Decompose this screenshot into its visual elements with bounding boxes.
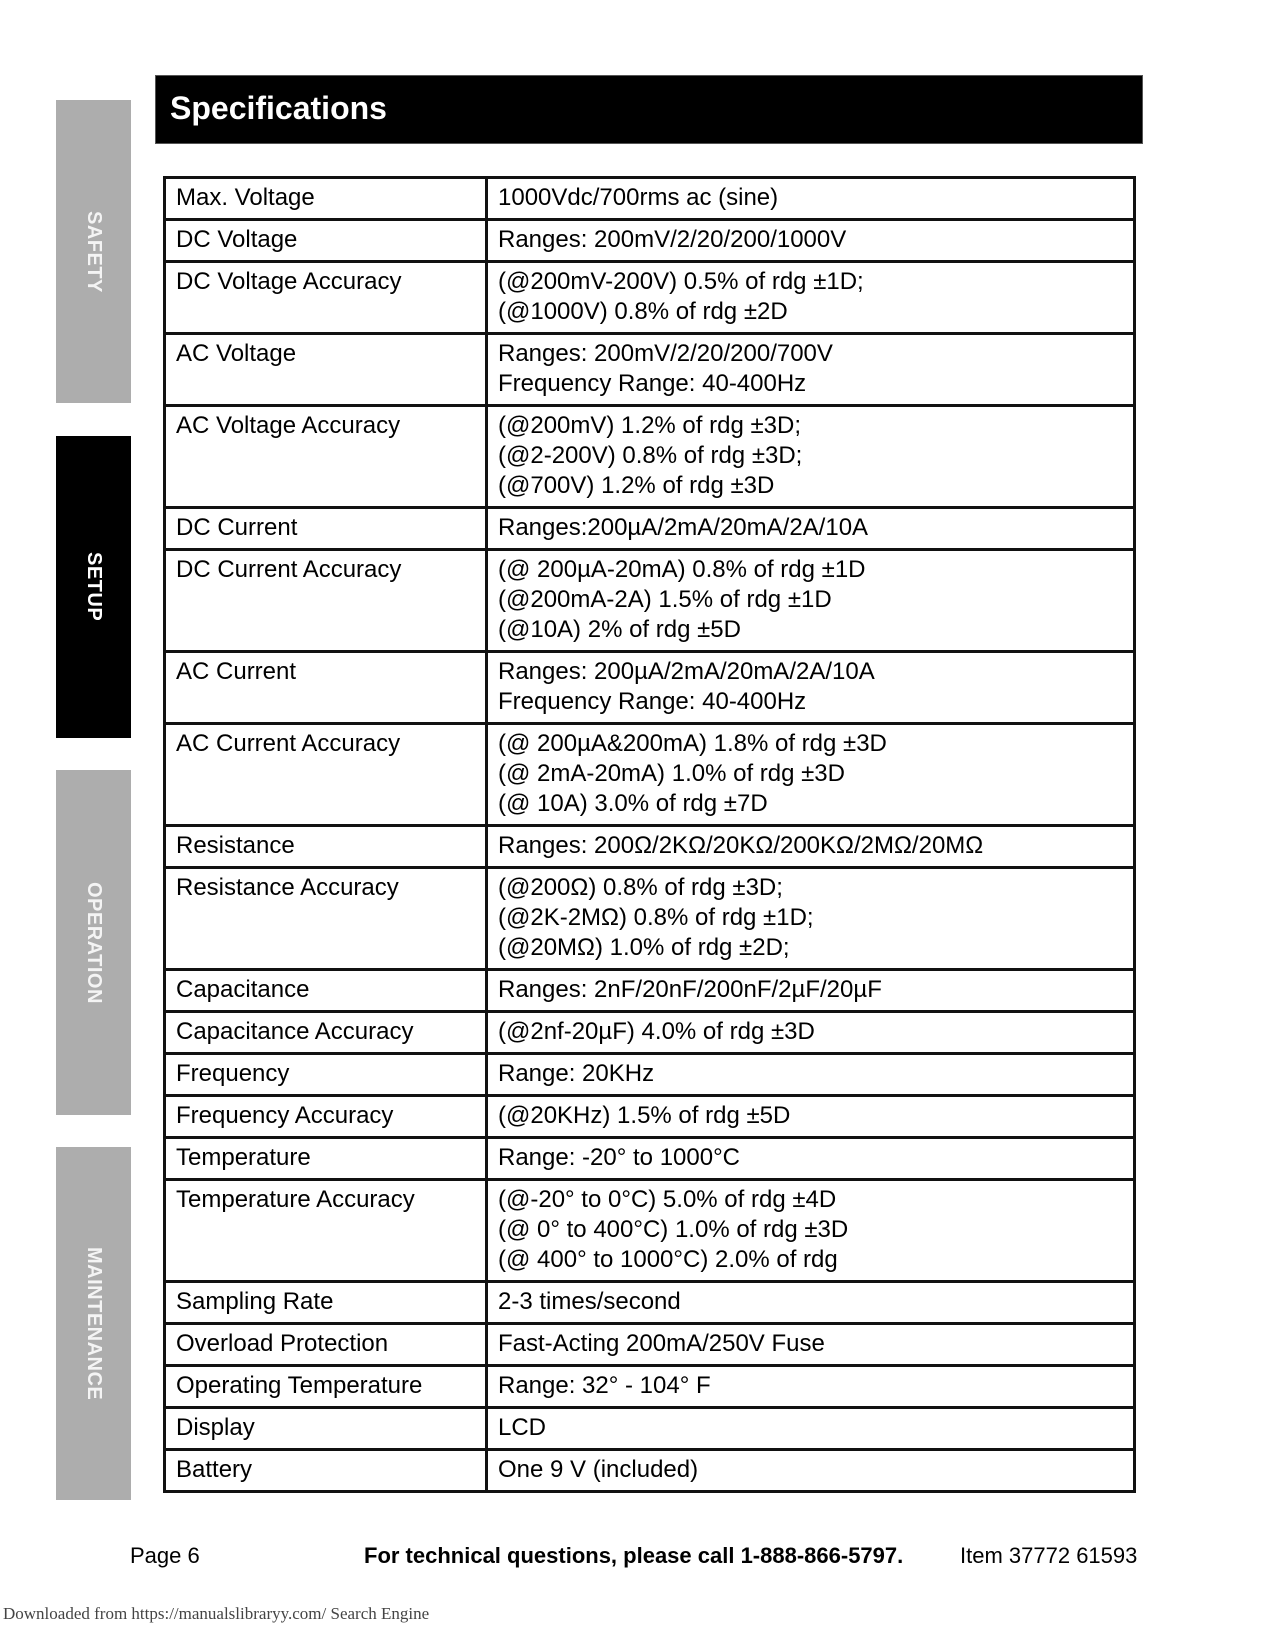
spec-value [487,1282,1135,1324]
spec-value-line: (@ 10A) 3.0% of rdg ±7D [498,790,768,817]
spec-value [487,1408,1135,1450]
spec-row [165,178,1135,220]
spec-label: DC Current Accuracy [165,550,487,652]
page-title: Specifications [170,90,387,126]
spec-label: Temperature Accuracy [165,1180,487,1282]
spec-row [165,826,1135,868]
spec-value-line: Ranges: 2nF/20nF/200nF/2µF/20µF [498,976,882,1003]
spec-value-line: (@2-200V) 0.8% of rdg ±3D; [498,442,803,469]
spec-value-line: (@10A) 2% of rdg ±5D [498,616,741,643]
spec-label: DC Voltage Accuracy [165,262,487,334]
spec-row [165,1408,1135,1450]
spec-value [487,550,1135,652]
spec-value-line: 2-3 times/second [498,1288,681,1315]
spec-value [487,868,1135,970]
side-tab-label: SAFETY [83,210,105,293]
spec-value-line: Range: 20KHz [498,1060,655,1087]
spec-value [487,1366,1135,1408]
spec-value [487,1180,1135,1282]
spec-value-line: Ranges: 200mV/2/20/200/1000V [498,226,847,253]
spec-label: AC Current [165,652,487,724]
spec-label: Capacitance Accuracy [165,1012,487,1054]
spec-row [165,652,1135,724]
spec-value-line: (@-20° to 0°C) 5.0% of rdg ±4D [498,1186,837,1213]
spec-value [487,970,1135,1012]
spec-value-line: (@200mA-2A) 1.5% of rdg ±1D [498,586,832,613]
spec-label: Capacitance [165,970,487,1012]
spec-label: AC Voltage Accuracy [165,406,487,508]
spec-row [165,406,1135,508]
spec-label: Max. Voltage [165,178,487,220]
side-tab-safety[interactable] [56,100,131,403]
spec-value [487,334,1135,406]
spec-row [165,1180,1135,1282]
spec-value-line: (@200mV) 1.2% of rdg ±3D; [498,412,801,439]
spec-value-line: (@ 0° to 400°C) 1.0% of rdg ±3D [498,1216,849,1243]
spec-row [165,1054,1135,1096]
spec-row [165,1282,1135,1324]
spec-value-line: Range: 32° - 104° F [498,1372,711,1399]
spec-label: Operating Temperature [165,1366,487,1408]
spec-value-line: Frequency Range: 40-400Hz [498,370,807,397]
spec-value [487,1012,1135,1054]
side-tab-label: SETUP [83,552,105,622]
spec-value [487,1138,1135,1180]
spec-row [165,1096,1135,1138]
spec-value [487,262,1135,334]
side-tab-maintenance[interactable] [56,1147,131,1500]
spec-row [165,220,1135,262]
spec-row [165,550,1135,652]
spec-value [487,508,1135,550]
spec-value-line: Frequency Range: 40-400Hz [498,688,807,715]
spec-value-line: 1000Vdc/700rms ac (sine) [498,184,779,211]
spec-label: Battery [165,1450,487,1492]
spec-value-line: (@ 200µA&200mA) 1.8% of rdg ±3D [498,730,887,757]
spec-value-line: Ranges: 200Ω/2KΩ/20KΩ/200KΩ/2MΩ/20MΩ [498,832,984,859]
spec-value-line: (@ 200µA-20mA) 0.8% of rdg ±1D [498,556,866,583]
spec-value [487,652,1135,724]
spec-label: Display [165,1408,487,1450]
spec-value-line: (@200mV-200V) 0.5% of rdg ±1D; [498,268,864,295]
spec-label: DC Current [165,508,487,550]
side-tab-label: OPERATION [83,881,105,1004]
spec-label: Sampling Rate [165,1282,487,1324]
spec-value-line: LCD [498,1414,547,1441]
spec-label: Overload Protection [165,1324,487,1366]
spec-value-line: (@700V) 1.2% of rdg ±3D [498,472,775,499]
spec-label: Frequency Accuracy [165,1096,487,1138]
spec-value-line: (@2nf-20µF) 4.0% of rdg ±3D [498,1018,815,1045]
spec-value [487,1324,1135,1366]
section-header-bar [155,75,1143,144]
spec-value [487,406,1135,508]
spec-value [487,1054,1135,1096]
spec-row [165,724,1135,826]
spec-value-line: Ranges: 200mV/2/20/200/700V [498,340,833,367]
spec-row [165,970,1135,1012]
spec-value-line: Ranges:200µA/2mA/20mA/2A/10A [498,514,869,541]
spec-label: Frequency [165,1054,487,1096]
spec-value-line: (@20KHz) 1.5% of rdg ±5D [498,1102,791,1129]
side-tab-setup[interactable] [56,436,131,738]
spec-row [165,1366,1135,1408]
spec-label: Resistance Accuracy [165,868,487,970]
spec-value [487,220,1135,262]
spec-value-line: (@2K-2MΩ) 0.8% of rdg ±1D; [498,904,814,931]
spec-value-line: (@ 2mA-20mA) 1.0% of rdg ±3D [498,760,845,787]
spec-value-line: (@1000V) 0.8% of rdg ±2D [498,298,788,325]
spec-row [165,508,1135,550]
spec-row [165,1138,1135,1180]
spec-value [487,826,1135,868]
spec-value-line: Fast-Acting 200mA/250V Fuse [498,1330,825,1357]
item-number: Item 37772 61593 [960,1543,1138,1568]
spec-row [165,1450,1135,1492]
spec-value-line: Range: -20° to 1000°C [498,1144,741,1171]
specifications-table [163,176,1136,1493]
spec-value-line: One 9 V (included) [498,1456,699,1483]
spec-row [165,1324,1135,1366]
specifications-table-body [165,178,1135,1492]
side-tab-operation[interactable] [56,770,131,1115]
spec-label: AC Current Accuracy [165,724,487,826]
spec-value [487,178,1135,220]
spec-row [165,1012,1135,1054]
spec-value-line: (@200Ω) 0.8% of rdg ±3D; [498,874,783,901]
tech-support-line: For technical questions, please call 1-888-866-5797. [364,1543,904,1568]
spec-row [165,262,1135,334]
spec-label: Temperature [165,1138,487,1180]
download-watermark: Downloaded from https://manualslibraryy.com/ Search Engine [3,1604,430,1623]
spec-row [165,868,1135,970]
spec-label: AC Voltage [165,334,487,406]
page-number: Page 6 [130,1543,200,1568]
spec-value [487,1096,1135,1138]
spec-label: Resistance [165,826,487,868]
spec-label: DC Voltage [165,220,487,262]
spec-row [165,334,1135,406]
side-tab-label: MAINTENANCE [83,1246,105,1401]
spec-value [487,1450,1135,1492]
spec-value-line: (@20MΩ) 1.0% of rdg ±2D; [498,934,790,961]
spec-value-line: (@ 400° to 1000°C) 2.0% of rdg [498,1246,838,1273]
spec-value [487,724,1135,826]
spec-value-line: Ranges: 200µA/2mA/20mA/2A/10A [498,658,875,685]
